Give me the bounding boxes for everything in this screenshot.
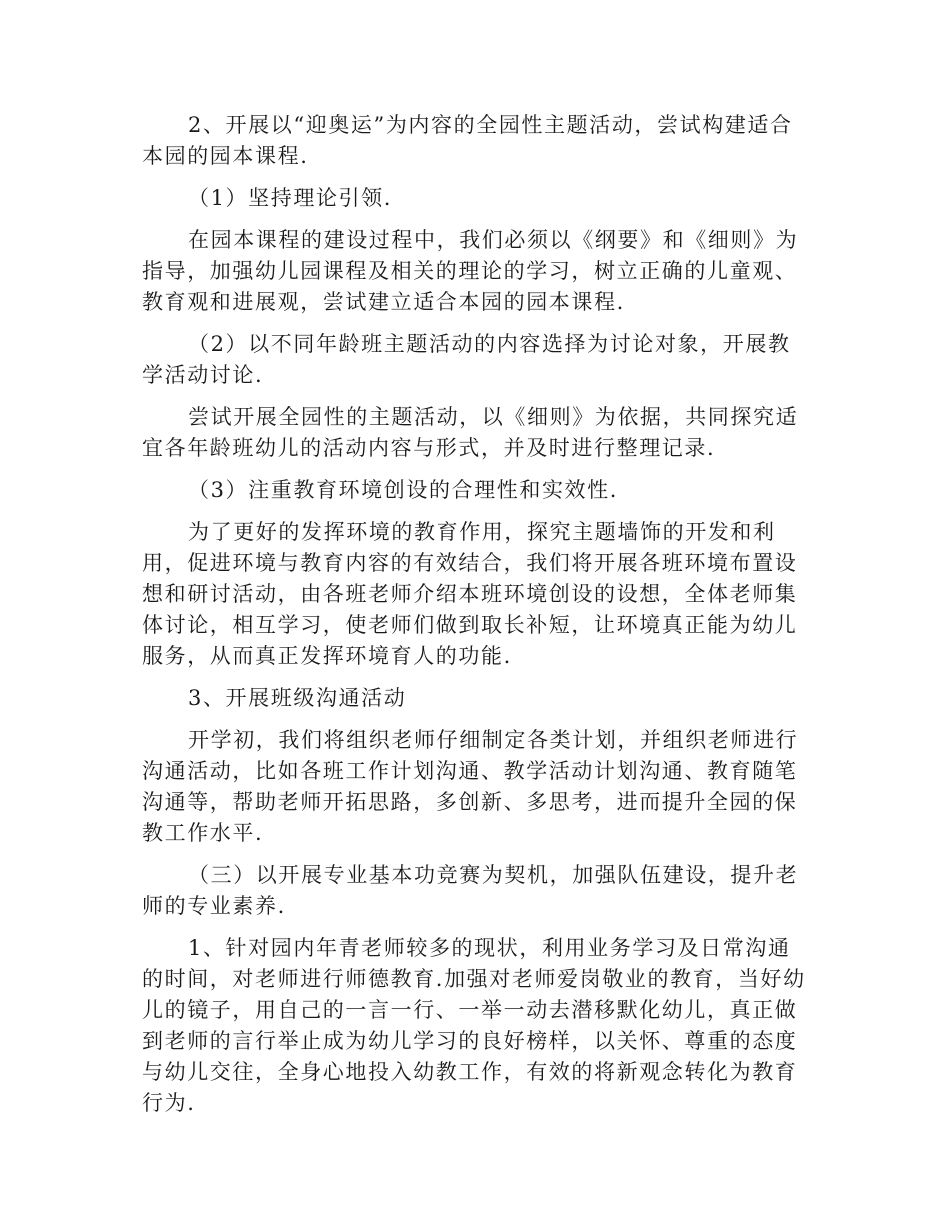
paragraph-item-1-body: 在园本课程的建设过程中，我们必须以《纲要》和《细则》为指导，加强幼儿园课程及相关的理论的学习，树立正确的儿童观、教育观和进展观，尝试建立适合本园的园本课程. <box>142 228 799 314</box>
paragraph-part-3-heading: （三）以开展专业基本功竞赛为契机，加强队伍建设，提升老师的专业素养. <box>142 863 799 918</box>
paragraph-part-3-item-1-body: 1、针对园内年青老师较多的现状，利用业务学习及日常沟通的时间，对老师进行师德教育.加强对老师爱岗敬业的教育，当好幼儿的镜子，用自己的一言一行、一举一动去潜移默化幼儿，真正做到老师的言行举止成为幼儿学习的良好榜样，以关怀、尊重的态度与幼儿交往，全身心地投入幼教工作，有效的将新观念转化为教育行为. <box>142 936 806 1115</box>
document-body <box>142 110 812 1130</box>
paragraph-item-3-body: 为了更好的发挥环境的教育作用，探究主题墙饰的开发和利用，促进环境与教育内容的有效结合，我们将开展各班环境布置设想和研讨活动，由各班老师介绍本班环境创设的设想，全体老师集体讨论，相互学习，使老师们做到取长补短，让环境真正能为幼儿服务，从而真正发挥环境育人的功能. <box>142 520 798 668</box>
paragraph-item-2-body: 尝试开展全园性的主题活动，以《细则》为依据，共同探究适宜各年龄班幼儿的活动内容与形式，并及时进行整理记录. <box>142 405 799 460</box>
paragraph-item-1-heading: （1）坚持理论引领. <box>188 186 393 210</box>
paragraph-item-2-heading: （2）以不同年龄班主题活动的内容选择为讨论对象，开展教学活动讨论. <box>142 332 791 387</box>
paragraph-section-3-body: 开学初，我们将组织老师仔细制定各类计划，并组织老师进行沟通活动，比如各班工作计划沟通、教学活动计划沟通、教育随笔沟通等，帮助老师开拓思路，多创新、多思考，进而提升全园的保教工作水平. <box>142 728 799 845</box>
paragraph-item-3-heading: （3）注重教育环境创设的合理性和实效性. <box>188 478 619 502</box>
paragraph-section-3-heading: 3、开展班级沟通活动 <box>188 686 407 710</box>
paragraph-section-2-heading: 2、开展以“迎奥运”为内容的全园性主题活动，尝试构建适合本园的园本课程. <box>142 113 793 168</box>
